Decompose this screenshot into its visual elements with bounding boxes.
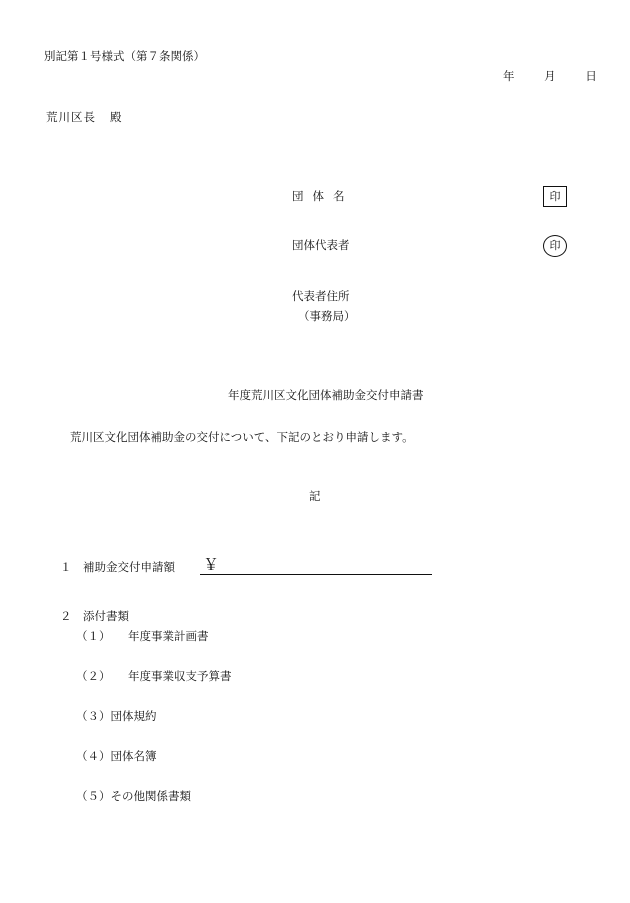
representative-label: 団体代表者: [292, 238, 350, 252]
addressee-honorific: 殿: [110, 110, 123, 124]
organization-label: 団体名: [292, 189, 354, 203]
item2-number: ２: [60, 609, 72, 623]
ki-heading: 記: [309, 489, 321, 503]
document-title: 年度荒川区文化団体補助金交付申請書: [228, 388, 424, 402]
attachment-3: （３）団体規約: [76, 709, 157, 723]
address-label: 代表者住所: [292, 289, 350, 303]
item1-number: １: [60, 560, 72, 574]
date-line: [503, 71, 597, 83]
date-year: 年: [503, 69, 515, 83]
form-number: 別記第１号様式（第７条関係）: [44, 49, 205, 63]
item2-label: 添付書類: [83, 609, 129, 623]
item1-label: 補助金交付申請額: [83, 560, 175, 574]
addressee: [46, 112, 123, 124]
date-month: 月: [544, 69, 556, 83]
organization-seal-stamp: 印: [543, 186, 567, 207]
attachment-2-label: 年度事業収支予算書: [128, 669, 232, 683]
intro-text: 荒川区文化団体補助金の交付について、下記のとおり申請します。: [70, 430, 414, 444]
attachment-5: （５）その他関係書類: [76, 789, 191, 803]
attachment-1-label: 年度事業計画書: [128, 629, 209, 643]
representative-seal-stamp: 印: [543, 235, 567, 257]
attachment-4: （４）団体名簿: [76, 749, 157, 763]
date-day: 日: [585, 69, 597, 83]
yen-mark: ￥: [203, 555, 220, 574]
addressee-name: 荒川区長: [46, 110, 96, 124]
attachment-1-number: （１）: [76, 629, 111, 643]
amount-underline: [200, 574, 432, 575]
attachment-2-number: （２）: [76, 669, 111, 683]
office-label: （事務局）: [298, 309, 356, 323]
